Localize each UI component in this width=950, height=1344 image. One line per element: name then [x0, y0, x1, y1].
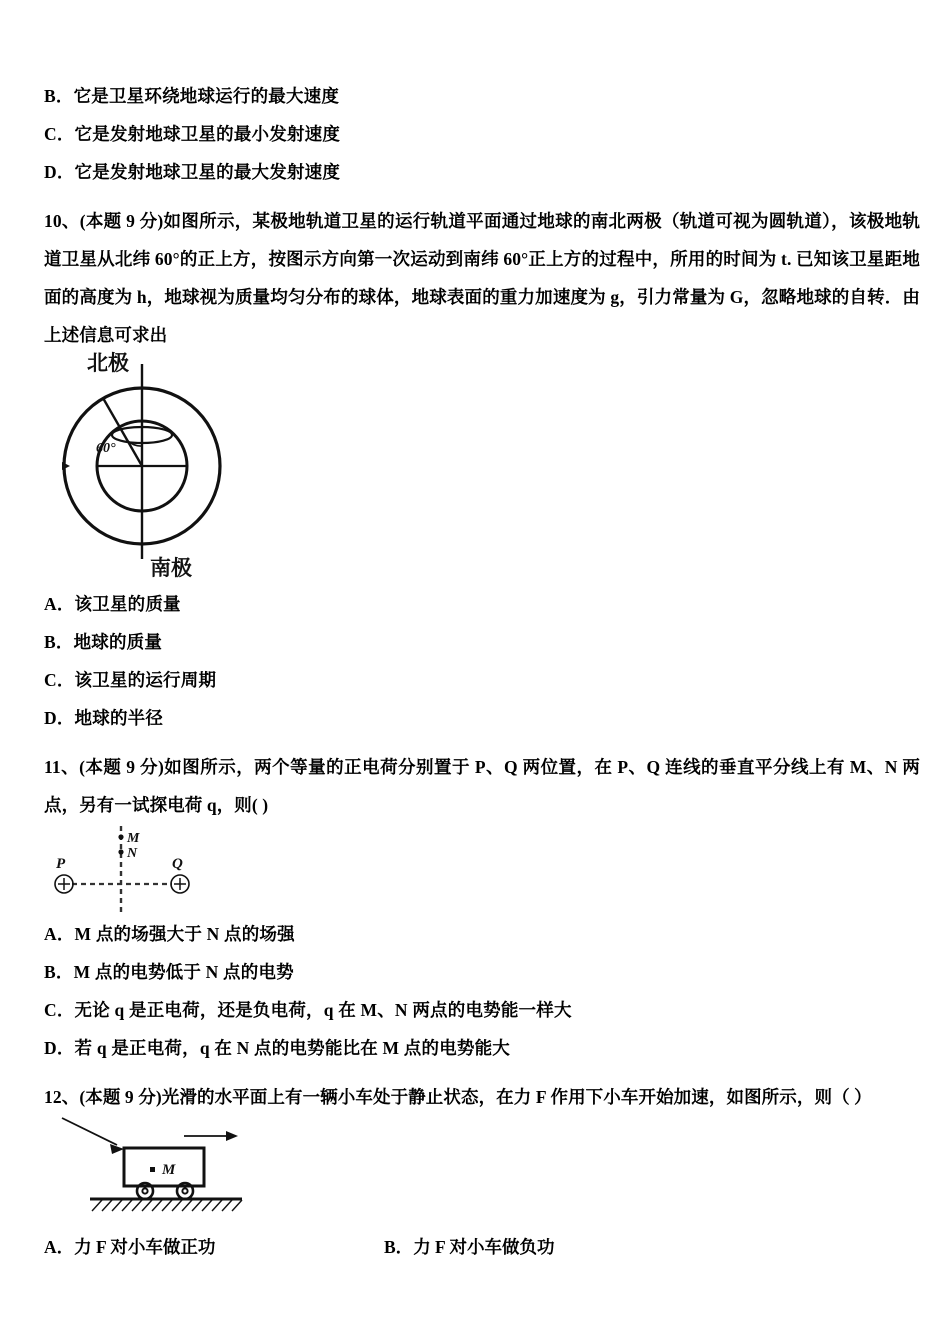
option-text: 无论 q 是正电荷，还是负电荷，q 在 M、N 两点的电势能一样大: [74, 1000, 572, 1021]
option-row: [44, 700, 920, 738]
charge-p-label: P: [56, 856, 66, 872]
option-label: C．: [44, 1000, 75, 1021]
force-arrow-shaft: [62, 1118, 117, 1145]
option-text: 力 F 对小车做正功: [74, 1236, 216, 1257]
force-arrow-head: [110, 1144, 124, 1154]
cart-wheel-left-hub: [142, 1188, 147, 1193]
option-label: D．: [44, 1038, 75, 1059]
option-text: 力 F 对小车做负功: [413, 1236, 555, 1257]
question-11-stem-text: 如图所示，两个等量的正电荷分别置于 P、Q 两位置，在 P、Q 连线的垂直平分线上有 M、N 两点，另有一试探电荷 q，则( ): [44, 757, 920, 815]
page-content: [44, 78, 920, 1266]
motion-arrow-head: [226, 1131, 238, 1141]
option-text: M 点的场强大于 N 点的场强: [74, 924, 295, 945]
question-11-number: 11、: [44, 757, 80, 777]
option-text: 若 q 是正电荷，q 在 N 点的电势能比在 M 点的电势能大: [74, 1038, 510, 1059]
question-12-number: 12、: [44, 1087, 80, 1107]
option-label: B．: [384, 1236, 414, 1257]
figure-two-charges: [44, 824, 304, 916]
question-10-stem-text: 如图所示，某极地轨道卫星的运行轨道平面通过地球的南北两极（轨道可视为圆轨道），该极地轨道卫星从北纬 60°的正上方，按图示方向第一次运动到南纬 60°正上方的过程中，所用的时间为 t. 已知该卫星距地面的高度为 h，地球视为质量均匀分布的球体，地球表面的重力加速度为 g，引力常量为 G，忽略地球的自转．由上述信息可求出: [44, 211, 920, 345]
question-12-score: (本题 9 分): [79, 1087, 162, 1107]
option-text: 它是发射地球卫星的最小发射速度: [74, 124, 341, 145]
south-pole-label: 南极: [150, 556, 192, 580]
two-charges-svg: [44, 824, 304, 916]
option-label: B．: [44, 632, 74, 653]
point-n-dot: [118, 849, 123, 854]
option-row: [44, 624, 920, 662]
north-pole-label: 北极: [87, 351, 129, 375]
option-label: A．: [44, 1236, 75, 1257]
option-row: [44, 992, 920, 1030]
question-10-score: (本题 9 分): [79, 211, 164, 231]
figure-polar-orbit: [54, 351, 354, 586]
question-11-stem: [44, 748, 920, 824]
angle-60-label: 60°: [96, 441, 116, 456]
question-10-number: 10、: [44, 211, 80, 231]
option-cell: [44, 1234, 384, 1259]
spacer: [44, 738, 920, 748]
option-label: B．: [44, 962, 74, 983]
spacer: [44, 1068, 920, 1078]
question-12-stem: [44, 1078, 920, 1116]
cart-mass-dot: [150, 1167, 155, 1172]
option-label: D．: [44, 162, 75, 183]
question-10-stem: [44, 202, 920, 354]
figure-cart: [54, 1116, 334, 1226]
option-text: 它是卫星环绕地球运行的最大速度: [73, 86, 340, 107]
point-m-dot: [118, 834, 123, 839]
option-cell: [384, 1234, 554, 1259]
option-row: [44, 662, 920, 700]
cart-mass-label: M: [162, 1162, 176, 1178]
orbit-direction-arrow: [62, 462, 70, 470]
option-label: D．: [44, 708, 75, 729]
option-text: 地球的半径: [74, 708, 164, 729]
polar-orbit-svg: [54, 351, 354, 586]
option-text: 该卫星的质量: [74, 594, 181, 615]
option-row: [44, 154, 920, 192]
option-text: M 点的电势低于 N 点的电势: [73, 962, 294, 983]
option-text: 地球的质量: [73, 632, 163, 653]
option-label: A．: [44, 924, 75, 945]
option-row-pair: [44, 1226, 920, 1266]
option-text: 该卫星的运行周期: [74, 670, 217, 691]
charge-q-label: Q: [172, 856, 183, 872]
point-n-label: N: [127, 846, 138, 861]
question-12-stem-text: 光滑的水平面上有一辆小车处于静止状态，在力 F 作用下小车开始加速，如图所示，则（ ）: [161, 1087, 872, 1107]
option-row: [44, 116, 920, 154]
option-row: [44, 954, 920, 992]
option-row: [44, 1030, 920, 1068]
option-label: B．: [44, 86, 74, 107]
point-m-label: M: [127, 831, 140, 846]
option-label: C．: [44, 670, 75, 691]
option-row: [44, 78, 920, 116]
option-label: C．: [44, 124, 75, 145]
cart-svg: [54, 1116, 334, 1226]
option-label: A．: [44, 594, 75, 615]
option-text: 它是发射地球卫星的最大发射速度: [74, 162, 341, 183]
spacer: [44, 192, 920, 202]
option-row: [44, 586, 920, 624]
option-row: [44, 916, 920, 954]
question-11-score: (本题 9 分): [79, 757, 164, 777]
cart-wheel-right-hub: [182, 1188, 187, 1193]
ground-hatching: [92, 1200, 242, 1211]
